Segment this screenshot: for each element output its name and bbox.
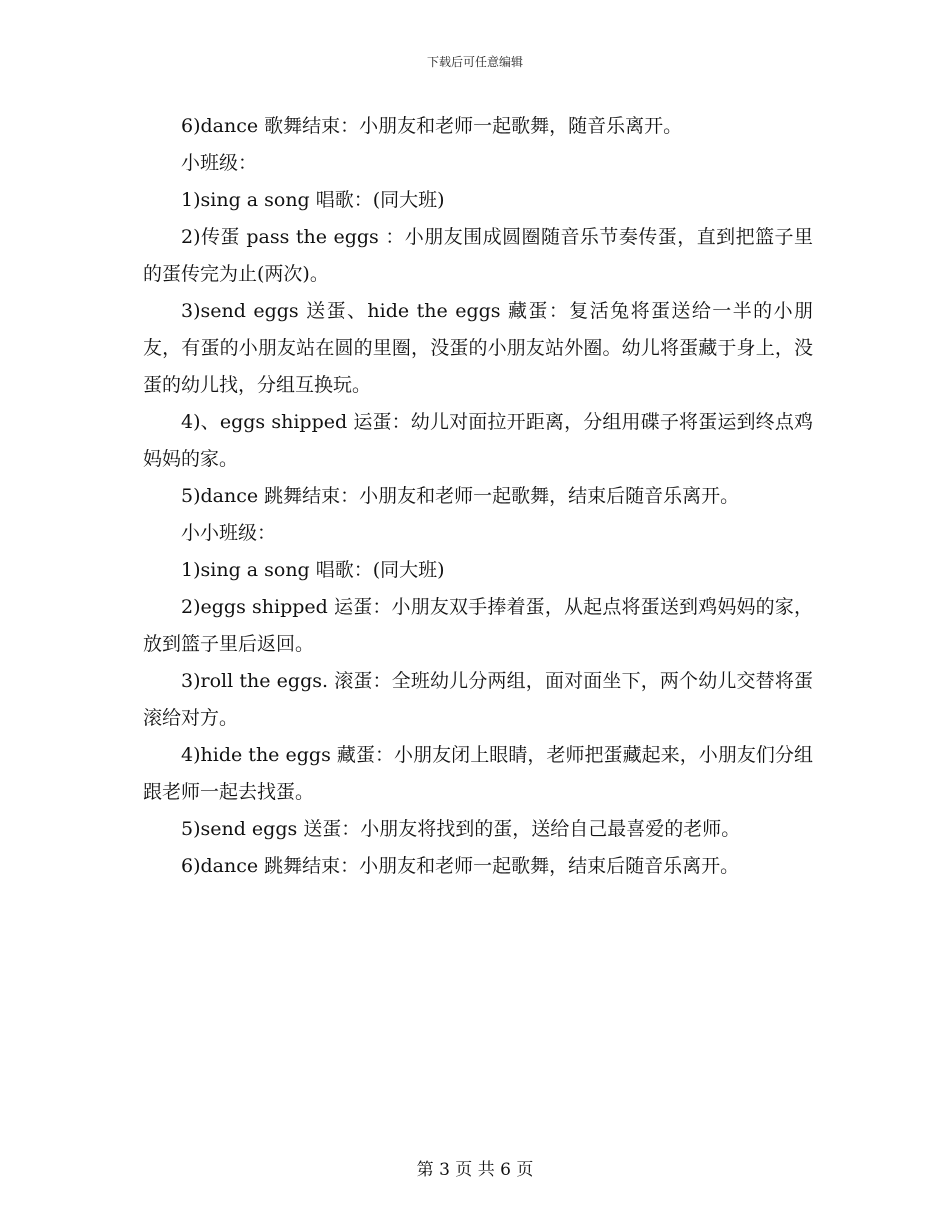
document-body bbox=[143, 108, 813, 885]
section-heading-small-class: 小班级： bbox=[181, 152, 258, 174]
section-heading-tiny-class: 小小班级： bbox=[181, 522, 277, 544]
paragraph-small-dance: 5)dance 跳舞结束：小朋友和老师一起歌舞，结束后随音乐离开。 bbox=[181, 485, 740, 507]
paragraph-tiny-roll-eggs: 3)roll the eggs. 滚蛋：全班幼儿分两组，面对面坐下，两个幼儿交替将蛋滚给对方。 bbox=[143, 670, 813, 729]
paragraph-small-sing: 1)sing a song 唱歌：(同大班) bbox=[181, 189, 445, 211]
paragraph-tiny-eggs-shipped: 2)eggs shipped 运蛋：小朋友双手捧着蛋，从起点将蛋送到鸡妈妈的家，放到篮子里后返回。 bbox=[143, 596, 813, 655]
paragraph-tiny-dance: 6)dance 跳舞结束：小朋友和老师一起歌舞，结束后随音乐离开。 bbox=[181, 855, 740, 877]
paragraph-small-eggs-shipped: 4)、eggs shipped 运蛋：幼儿对面拉开距离，分组用碟子将蛋运到终点鸡妈妈的家。 bbox=[143, 411, 813, 470]
paragraph-small-send-hide-eggs: 3)send eggs 送蛋、hide the eggs 藏蛋：复活兔将蛋送给一半的小朋友，有蛋的小朋友站在圆的里圈，没蛋的小朋友站外圈。幼儿将蛋藏于身上，没蛋的幼儿找，分组互换玩。 bbox=[143, 300, 813, 396]
paragraph-tiny-hide-eggs: 4)hide the eggs 藏蛋：小朋友闭上眼睛，老师把蛋藏起来，小朋友们分组跟老师一起去找蛋。 bbox=[143, 744, 813, 803]
paragraph-dance-big-class: 6)dance 歌舞结束：小朋友和老师一起歌舞，随音乐离开。 bbox=[181, 115, 683, 137]
page-number-footer: 第 3 页 共 6 页 bbox=[416, 1160, 534, 1180]
page-header: 下载后可任意编辑 bbox=[426, 55, 523, 69]
paragraph-tiny-sing: 1)sing a song 唱歌：(同大班) bbox=[181, 559, 445, 581]
paragraph-tiny-send-eggs: 5)send eggs 送蛋：小朋友将找到的蛋，送给自己最喜爱的老师。 bbox=[181, 818, 741, 840]
paragraph-small-pass-eggs: 2)传蛋 pass the eggs ：小朋友围成圆圈随音乐节奏传蛋，直到把篮子里的蛋传完为止(两次)。 bbox=[143, 226, 813, 285]
